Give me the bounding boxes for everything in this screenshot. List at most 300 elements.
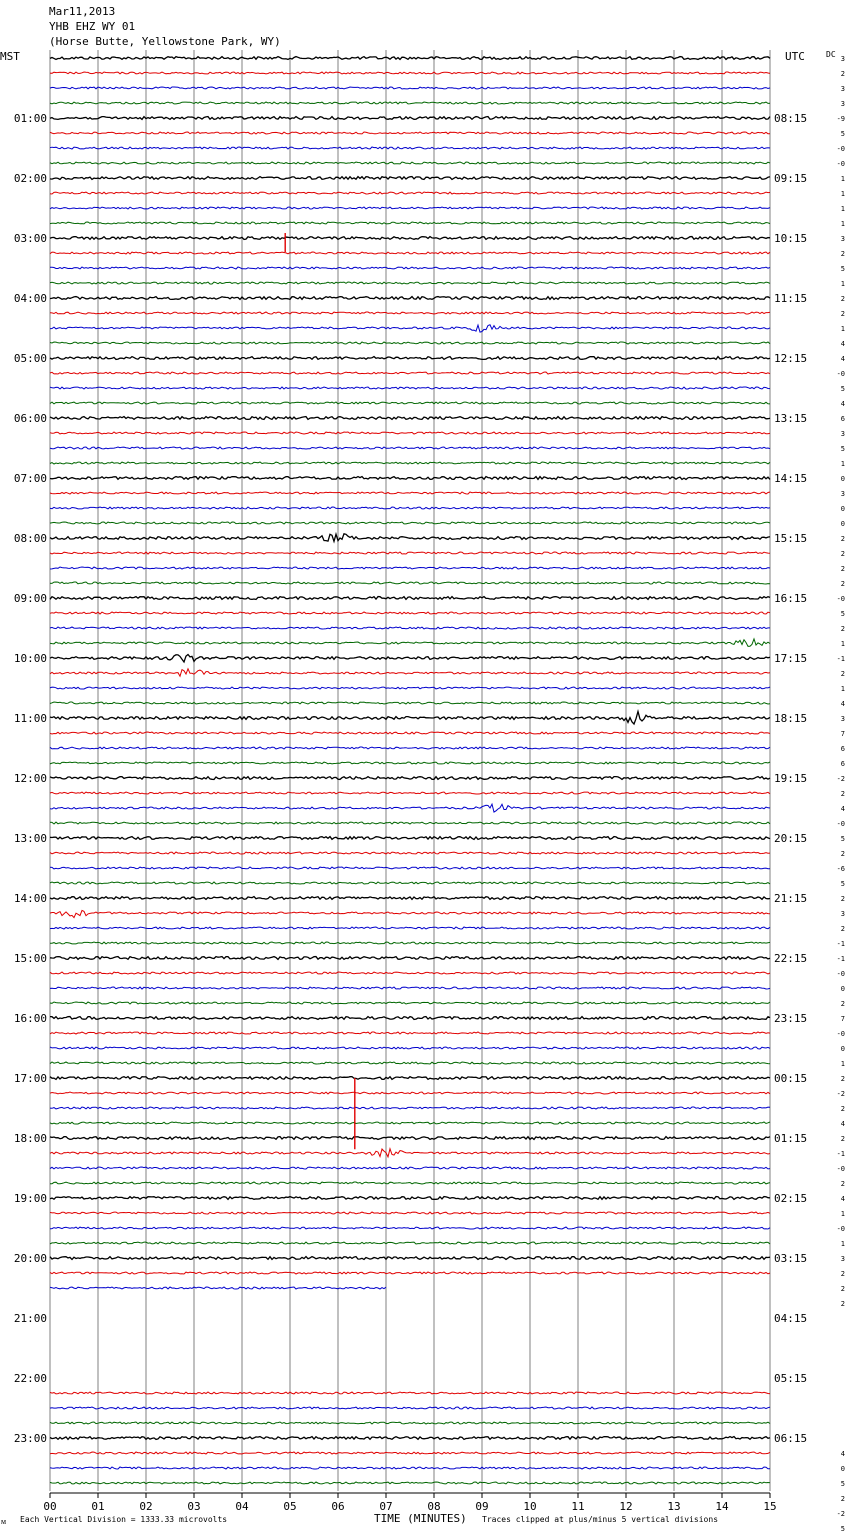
dc-offset-label: 6 <box>840 745 845 753</box>
trace-segment <box>50 747 770 749</box>
trace-row-34 <box>50 567 770 569</box>
dc-offset-label: 2 <box>840 925 845 933</box>
x-tick-label: 03 <box>187 1500 201 1513</box>
trace-row-78 <box>50 1227 770 1229</box>
trace-segment <box>50 762 770 764</box>
trace-row-27 <box>50 462 770 464</box>
trace-row-4 <box>50 117 770 120</box>
trace-segment <box>50 1149 770 1157</box>
dc-offset-label: 3 <box>840 55 845 63</box>
trace-row-91 <box>50 1422 770 1424</box>
dc-offset-label: -6 <box>836 865 845 873</box>
trace-segment <box>50 357 770 360</box>
trace-row-24 <box>50 417 770 420</box>
x-tick-label: 04 <box>235 1500 249 1513</box>
dc-offset-label: 0 <box>840 505 845 513</box>
left-hour-label: 14:00 <box>13 892 47 905</box>
trace-row-54 <box>50 867 770 869</box>
left-hour-label: 15:00 <box>13 952 47 965</box>
trace-row-94 <box>50 1467 770 1469</box>
trace-row-48 <box>50 777 770 780</box>
x-tick-label: 12 <box>619 1500 633 1513</box>
trace-segment <box>50 1077 770 1080</box>
trace-row-47 <box>50 762 770 764</box>
dc-offset-label: -0 <box>836 820 845 828</box>
right-hour-label: 11:15 <box>774 292 808 305</box>
trace-segment <box>50 867 770 869</box>
trace-row-3 <box>50 102 770 104</box>
right-hour-label: 19:15 <box>774 772 808 785</box>
right-hour-label: 14:15 <box>774 472 808 485</box>
dc-offset-label: 0 <box>840 520 845 528</box>
trace-segment <box>50 1422 770 1424</box>
left-hour-label: 03:00 <box>13 232 47 245</box>
trace-row-37 <box>50 612 770 614</box>
corner-mark: ᴍ <box>1 1517 7 1526</box>
left-hour-label: 07:00 <box>13 472 47 485</box>
dc-offset-label: 2 <box>840 310 845 318</box>
trace-row-38 <box>50 627 770 629</box>
trace-row-50 <box>50 804 770 812</box>
trace-segment <box>50 325 770 332</box>
trace-segment <box>50 1047 770 1049</box>
trace-row-12 <box>50 237 770 240</box>
dc-offset-label: 2 <box>840 1285 845 1293</box>
trace-row-42 <box>50 687 770 689</box>
trace-segment <box>50 432 770 434</box>
dc-offset-label: 3 <box>840 490 845 498</box>
trace-row-7 <box>50 162 770 164</box>
trace-segment <box>50 1482 770 1484</box>
dc-offset-label: -1 <box>836 655 845 663</box>
trace-segment <box>50 462 770 464</box>
dc-offset-label: -0 <box>836 970 845 978</box>
left-hour-label: 09:00 <box>13 592 47 605</box>
right-hour-label: 01:15 <box>774 1132 808 1145</box>
trace-segment <box>50 1287 386 1289</box>
dc-offset-label: 0 <box>840 985 845 993</box>
dc-offset-label: 5 <box>840 835 845 843</box>
dc-offset-label: 1 <box>840 1210 845 1218</box>
trace-segment <box>50 1122 770 1124</box>
dc-offset-label: 3 <box>840 430 845 438</box>
right-hour-label: 00:15 <box>774 1072 808 1085</box>
trace-row-44 <box>50 712 770 725</box>
right-hour-label: 10:15 <box>774 232 808 245</box>
dc-offset-label: 1 <box>840 1240 845 1248</box>
right-hour-label: 23:15 <box>774 1012 808 1025</box>
trace-row-63 <box>50 1002 770 1004</box>
dc-offset-label: 2 <box>840 535 845 543</box>
trace-row-43 <box>50 702 770 704</box>
left-hour-label: 06:00 <box>13 412 47 425</box>
trace-segment <box>50 1167 770 1169</box>
trace-row-0 <box>50 57 770 60</box>
dc-offset-label: 3 <box>840 715 845 723</box>
trace-row-65 <box>50 1032 770 1034</box>
trace-segment <box>50 534 770 542</box>
trace-row-1 <box>50 72 770 74</box>
dc-offset-label: -0 <box>836 1225 845 1233</box>
right-hour-label: 03:15 <box>774 1252 808 1265</box>
trace-segment <box>50 312 770 314</box>
title-location: (Horse Butte, Yellowstone Park, WY) <box>49 35 281 48</box>
dc-offset-label: 2 <box>840 1105 845 1113</box>
dc-offset-label: -0 <box>836 370 845 378</box>
trace-row-28 <box>50 477 770 480</box>
dc-offset-label: 2 <box>840 70 845 78</box>
dc-offset-label: 1 <box>840 280 845 288</box>
left-hour-label: 01:00 <box>13 112 47 125</box>
trace-segment <box>50 402 770 404</box>
dc-offset-label: 5 <box>840 385 845 393</box>
trace-segment <box>50 942 770 944</box>
right-hour-label: 05:15 <box>774 1372 808 1385</box>
trace-row-81 <box>50 1272 770 1274</box>
trace-segment <box>50 612 770 614</box>
dc-offset-label: 1 <box>840 205 845 213</box>
trace-segment <box>50 777 770 780</box>
dc-offset-label: -0 <box>836 1030 845 1038</box>
dc-column-label: DC <box>826 50 836 59</box>
trace-segment <box>50 342 770 344</box>
clip-note: Traces clipped at plus/minus 5 vertical divisions <box>482 1515 719 1524</box>
dc-offset-label: 6 <box>840 415 845 423</box>
dc-offset-label: -2 <box>836 1510 845 1518</box>
trace-segment <box>50 87 770 89</box>
dc-offset-label: 1 <box>840 1060 845 1068</box>
dc-offset-label: 2 <box>840 1180 845 1188</box>
dc-offset-label: 1 <box>840 220 845 228</box>
trace-row-93 <box>50 1452 770 1454</box>
right-timezone-label: UTC <box>785 50 805 63</box>
trace-segment <box>50 627 770 629</box>
right-hour-label: 21:15 <box>774 892 808 905</box>
dc-offset-label: -0 <box>836 595 845 603</box>
trace-segment <box>50 1257 770 1260</box>
left-hour-label: 02:00 <box>13 172 47 185</box>
trace-segment <box>50 1182 770 1184</box>
dc-offset-label: 4 <box>840 1195 845 1203</box>
trace-segment <box>50 1392 770 1394</box>
right-hour-label: 06:15 <box>774 1432 808 1445</box>
trace-row-17 <box>50 312 770 314</box>
trace-segment <box>50 837 770 840</box>
trace-row-61 <box>50 972 770 974</box>
dc-offset-label: 7 <box>840 1015 845 1023</box>
trace-segment <box>50 1002 770 1004</box>
trace-segment <box>50 387 770 389</box>
trace-segment <box>50 417 770 420</box>
trace-row-8 <box>50 177 770 180</box>
trace-row-59 <box>50 942 770 944</box>
x-tick-label: 06 <box>331 1500 345 1513</box>
dc-offset-label: 0 <box>840 475 845 483</box>
dc-offset-label: 5 <box>840 610 845 618</box>
trace-row-58 <box>50 927 770 929</box>
trace-segment <box>50 804 770 812</box>
trace-segment <box>50 57 770 60</box>
trace-row-57 <box>50 910 770 917</box>
trace-segment <box>50 1407 770 1409</box>
trace-row-71 <box>50 1122 770 1124</box>
x-axis-title: TIME (MINUTES) <box>374 1512 467 1525</box>
trace-row-46 <box>50 747 770 749</box>
trace-row-92 <box>50 1437 770 1440</box>
dc-offset-label: 1 <box>840 685 845 693</box>
dc-offset-label: 1 <box>840 175 845 183</box>
trace-segment <box>50 507 770 509</box>
trace-segment <box>50 1062 770 1064</box>
left-hour-label: 16:00 <box>13 1012 47 1025</box>
dc-offset-label: -2 <box>836 775 845 783</box>
trace-segment <box>50 102 770 104</box>
trace-row-77 <box>50 1212 770 1214</box>
trace-row-33 <box>50 552 770 554</box>
trace-row-89 <box>50 1392 770 1394</box>
trace-row-76 <box>50 1197 770 1200</box>
trace-row-51 <box>50 822 770 824</box>
trace-row-26 <box>50 447 770 449</box>
x-tick-label: 13 <box>667 1500 681 1513</box>
dc-offset-label: 4 <box>840 400 845 408</box>
trace-segment <box>50 372 770 374</box>
trace-row-39 <box>50 639 770 646</box>
trace-segment <box>50 957 770 960</box>
dc-offset-label: 2 <box>840 895 845 903</box>
trace-segment <box>50 477 770 480</box>
right-hour-label: 16:15 <box>774 592 808 605</box>
dc-offset-label: -9 <box>836 115 845 123</box>
trace-segment <box>50 582 770 584</box>
trace-row-16 <box>50 297 770 300</box>
trace-segment <box>50 132 770 134</box>
x-tick-label: 02 <box>139 1500 153 1513</box>
trace-row-35 <box>50 582 770 584</box>
dc-offset-label: -1 <box>836 940 845 948</box>
dc-offset-label: 2 <box>840 1270 845 1278</box>
trace-segment <box>50 792 770 794</box>
trace-row-31 <box>50 522 770 524</box>
trace-row-40 <box>50 655 770 663</box>
trace-segment <box>50 522 770 524</box>
dc-offset-label: 2 <box>840 1000 845 1008</box>
dc-offset-label: -0 <box>836 160 845 168</box>
trace-segment <box>50 192 770 194</box>
dc-offset-label: 2 <box>840 550 845 558</box>
trace-segment <box>50 655 770 663</box>
x-tick-label: 15 <box>763 1500 777 1513</box>
trace-row-49 <box>50 792 770 794</box>
left-hour-label: 08:00 <box>13 532 47 545</box>
trace-row-20 <box>50 357 770 360</box>
trace-row-18 <box>50 325 770 332</box>
trace-segment <box>50 1137 770 1140</box>
trace-segment <box>50 117 770 120</box>
trace-row-22 <box>50 387 770 389</box>
dc-offset-label: -1 <box>836 955 845 963</box>
right-hour-label: 04:15 <box>774 1312 808 1325</box>
trace-row-62 <box>50 987 770 989</box>
dc-offset-label: 3 <box>840 1255 845 1263</box>
dc-offset-label: 3 <box>840 910 845 918</box>
dc-offset-label: 2 <box>840 625 845 633</box>
trace-segment <box>50 162 770 164</box>
trace-segment <box>50 207 770 209</box>
trace-segment <box>50 252 770 254</box>
x-tick-label: 05 <box>283 1500 297 1513</box>
right-hour-label: 09:15 <box>774 172 808 185</box>
trace-row-29 <box>50 492 770 494</box>
dc-offset-label: 4 <box>840 700 845 708</box>
trace-segment <box>50 597 770 600</box>
trace-row-68 <box>50 1077 770 1080</box>
left-hour-label: 13:00 <box>13 832 47 845</box>
dc-offset-label: 5 <box>840 880 845 888</box>
trace-segment <box>50 1437 770 1440</box>
dc-offset-label: 5 <box>840 1525 845 1533</box>
left-hour-label: 17:00 <box>13 1072 47 1085</box>
trace-segment <box>50 669 770 676</box>
trace-row-72 <box>50 1137 770 1140</box>
dc-offset-label: 4 <box>840 340 845 348</box>
left-hour-label: 20:00 <box>13 1252 47 1265</box>
trace-segment <box>50 1227 770 1229</box>
trace-segment <box>50 972 770 974</box>
dc-offset-label: 2 <box>840 580 845 588</box>
dc-offset-label: 2 <box>840 250 845 258</box>
trace-segment <box>50 1092 770 1094</box>
dc-offset-label: 2 <box>840 1075 845 1083</box>
trace-row-90 <box>50 1407 770 1409</box>
x-tick-label: 11 <box>571 1500 585 1513</box>
trace-segment <box>50 732 770 734</box>
trace-row-64 <box>50 1017 770 1020</box>
trace-row-69 <box>50 1092 770 1094</box>
trace-row-15 <box>50 282 770 284</box>
left-hour-label: 22:00 <box>13 1372 47 1385</box>
dc-offset-label: -1 <box>836 1150 845 1158</box>
trace-row-45 <box>50 732 770 734</box>
trace-segment <box>50 822 770 824</box>
trace-row-55 <box>50 882 770 884</box>
trace-row-67 <box>50 1062 770 1064</box>
trace-segment <box>50 492 770 494</box>
right-hour-label: 22:15 <box>774 952 808 965</box>
trace-row-53 <box>50 852 770 854</box>
trace-segment <box>50 282 770 284</box>
dc-offset-label: 2 <box>840 565 845 573</box>
dc-offset-label: 4 <box>840 355 845 363</box>
trace-row-30 <box>50 507 770 509</box>
trace-segment <box>50 927 770 929</box>
scale-note: Each Vertical Division = 1333.33 microvolts <box>20 1515 228 1524</box>
dc-offset-label: 1 <box>840 460 845 468</box>
trace-segment <box>50 702 770 704</box>
trace-segment <box>50 267 770 269</box>
trace-row-95 <box>50 1482 770 1484</box>
dc-offset-label: 1 <box>840 640 845 648</box>
right-hour-label: 08:15 <box>774 112 808 125</box>
trace-segment <box>50 147 770 149</box>
trace-segment <box>50 1272 770 1274</box>
trace-segment <box>50 1467 770 1469</box>
trace-row-19 <box>50 342 770 344</box>
right-hour-label: 18:15 <box>774 712 808 725</box>
title-date: Mar11,2013 <box>49 5 116 18</box>
dc-offset-label: 5 <box>840 130 845 138</box>
trace-row-25 <box>50 432 770 434</box>
dc-offset-label: 2 <box>840 790 845 798</box>
left-hour-label: 11:00 <box>13 712 47 725</box>
trace-segment <box>50 1452 770 1454</box>
left-timezone-label: MST <box>0 50 20 63</box>
trace-row-9 <box>50 192 770 194</box>
dc-offset-label: 2 <box>840 1495 845 1503</box>
left-hour-label: 04:00 <box>13 292 47 305</box>
dc-offset-label: 7 <box>840 730 845 738</box>
left-hour-label: 23:00 <box>13 1432 47 1445</box>
dc-offset-label: 3 <box>840 100 845 108</box>
trace-row-73 <box>50 1078 770 1157</box>
dc-offset-label: 4 <box>840 1120 845 1128</box>
trace-segment <box>50 552 770 554</box>
trace-row-36 <box>50 597 770 600</box>
left-hour-label: 18:00 <box>13 1132 47 1145</box>
trace-segment <box>50 852 770 854</box>
trace-row-74 <box>50 1167 770 1169</box>
trace-segment <box>50 1107 770 1109</box>
dc-offset-label: 2 <box>840 1135 845 1143</box>
dc-offset-label: 2 <box>840 1300 845 1308</box>
left-hour-label: 10:00 <box>13 652 47 665</box>
trace-segment <box>50 72 770 74</box>
trace-segment <box>50 237 770 240</box>
x-tick-label: 07 <box>379 1500 393 1513</box>
trace-row-5 <box>50 132 770 134</box>
title-station: YHB EHZ WY 01 <box>49 20 136 33</box>
trace-row-41 <box>50 669 770 676</box>
trace-segment <box>50 987 770 989</box>
left-hour-label: 05:00 <box>13 352 47 365</box>
trace-row-82 <box>50 1287 386 1289</box>
dc-offset-label: 5 <box>840 265 845 273</box>
right-hour-label: 13:15 <box>774 412 808 425</box>
trace-row-75 <box>50 1182 770 1184</box>
x-tick-label: 14 <box>715 1500 729 1513</box>
trace-segment <box>50 1017 770 1020</box>
right-hour-label: 20:15 <box>774 832 808 845</box>
trace-segment <box>50 897 770 900</box>
dc-offset-label: 0 <box>840 1045 845 1053</box>
trace-row-21 <box>50 372 770 374</box>
right-hour-label: 17:15 <box>774 652 808 665</box>
dc-offset-label: 5 <box>840 1480 845 1488</box>
dc-offset-label: -0 <box>836 145 845 153</box>
trace-row-10 <box>50 207 770 209</box>
trace-row-32 <box>50 534 770 542</box>
dc-offset-label: 1 <box>840 325 845 333</box>
trace-segment <box>50 1212 770 1214</box>
dc-offset-label: 0 <box>840 1465 845 1473</box>
trace-segment <box>50 882 770 884</box>
dc-offset-label: 3 <box>840 235 845 243</box>
x-tick-label: 00 <box>43 1500 57 1513</box>
right-hour-label: 15:15 <box>774 532 808 545</box>
dc-offset-label: 4 <box>840 1450 845 1458</box>
dc-offset-label: 5 <box>840 445 845 453</box>
trace-row-2 <box>50 87 770 89</box>
